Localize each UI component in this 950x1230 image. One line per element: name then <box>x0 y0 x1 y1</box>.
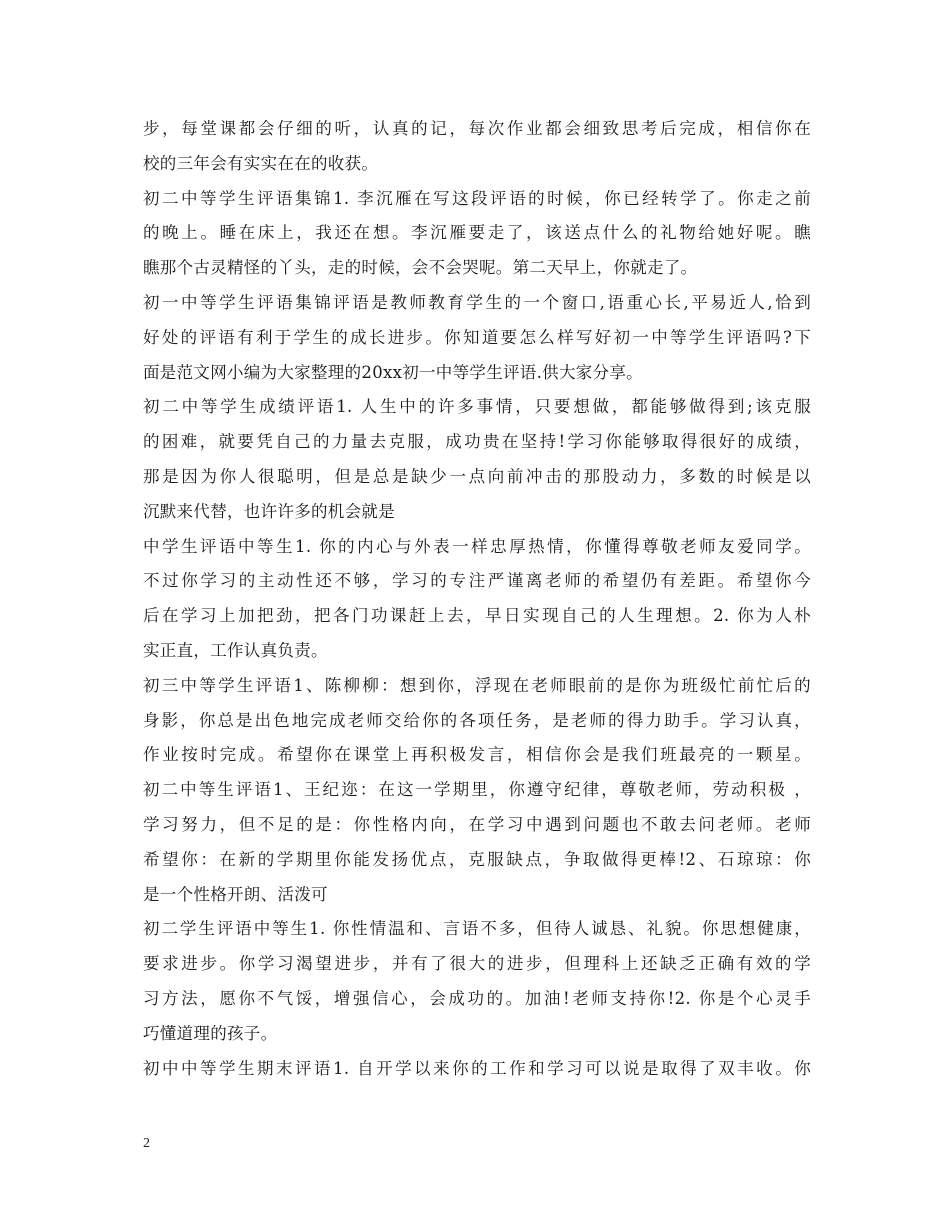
text-line: 面是范文网小编为大家整理的20xx初一中等学生评语.供大家分享。 <box>143 362 643 382</box>
text-line: 作业按时完成。希望你在课堂上再积极发言，相信你会是我们班最亮的一颗星。 <box>143 745 811 765</box>
text-line: 初二中等学生评语集锦1. 李沉雁在写这段评语的时候，你已经转学了。你走之前 <box>143 188 811 208</box>
text-line: 身影，你总是出色地完成老师交给你的各项任务，是老师的得力助手。学习认真， <box>143 710 811 730</box>
text-line: 中学生评语中等生1. 你的内心与外表一样忠厚热情，你懂得尊敬老师友爱同学。 <box>143 536 811 556</box>
text-line: 学习努力，但不足的是：你性格内向，在学习中遇到问题也不敢去问老师。老师 <box>143 814 811 834</box>
text-line: 后在学习上加把劲，把各门功课赶上去，早日实现自己的人生理想。2. 你为人朴 <box>143 606 811 626</box>
text-line: 那是因为你人很聪明，但是总是缺少一点向前冲击的那股动力，多数的时候是以 <box>143 466 811 486</box>
text-line: 步，每堂课都会仔细的听，认真的记，每次作业都会细致思考后完成，相信你在 <box>143 119 811 138</box>
text-line: 不过你学习的主动性还不够，学习的专注严谨离老师的希望仍有差距。希望你今 <box>143 571 811 591</box>
text-line: 的晚上。睡在床上，我还在想。李沉雁要走了，该送点什么的礼物给她好呢。瞧 <box>143 223 811 243</box>
document-body <box>143 112 811 1086</box>
text-line: 初二中等生评语1、王纪迩：在这一学期里，你遵守纪律，尊敬老师，劳动积极 ， <box>143 780 811 800</box>
text-line: 是一个性格开朗、活泼可 <box>143 884 328 904</box>
text-line: 习方法，愿你不气馁，增强信心，会成功的。加油!老师支持你!2. 你是个心灵手 <box>143 988 811 1008</box>
text-line: 希望你：在新的学期里你能发扬优点，克服缺点，争取做得更棒!2、石琼琼：你 <box>143 849 811 869</box>
text-line: 要求进步。你学习渴望进步，并有了很大的进步，但理科上还缺乏正确有效的学 <box>143 954 811 974</box>
text-line: 好处的评语有利于学生的成长进步。你知道要怎么样写好初一中等学生评语吗?下 <box>143 327 811 347</box>
text-line: 瞧那个古灵精怪的丫头，走的时候，会不会哭呢。第二天早上，你就走了。 <box>143 258 698 278</box>
text-line: 初中中等学生期末评语1. 自开学以来你的工作和学习可以说是取得了双丰收。你 <box>143 1058 811 1078</box>
text-line: 校的三年会有实实在在的收获。 <box>143 153 379 173</box>
text-line: 沉默来代替，也许许多的机会就是 <box>143 501 395 521</box>
text-line: 初二中等学生成绩评语1. 人生中的许多事情，只要想做，都能够做得到;该克服 <box>143 397 811 417</box>
text-line: 初一中等学生评语集锦评语是教师教育学生的一个窗口,语重心长,平易近人,恰到 <box>143 292 811 312</box>
text-line: 的困难，就要凭自己的力量去克服，成功贵在坚持!学习你能够取得很好的成绩， <box>143 432 811 452</box>
text-line: 初二学生评语中等生1. 你性情温和、言语不多，但待人诚恳、礼貌。你思想健康， <box>143 919 811 939</box>
text-line: 巧懂道理的孩子。 <box>143 1023 278 1043</box>
text-line: 实正直，工作认真负责。 <box>143 640 328 660</box>
page-number: 2 <box>143 1136 150 1151</box>
text-line: 初三中等学生评语1、陈柳柳：想到你，浮现在老师眼前的是你为班级忙前忙后的 <box>143 675 811 695</box>
